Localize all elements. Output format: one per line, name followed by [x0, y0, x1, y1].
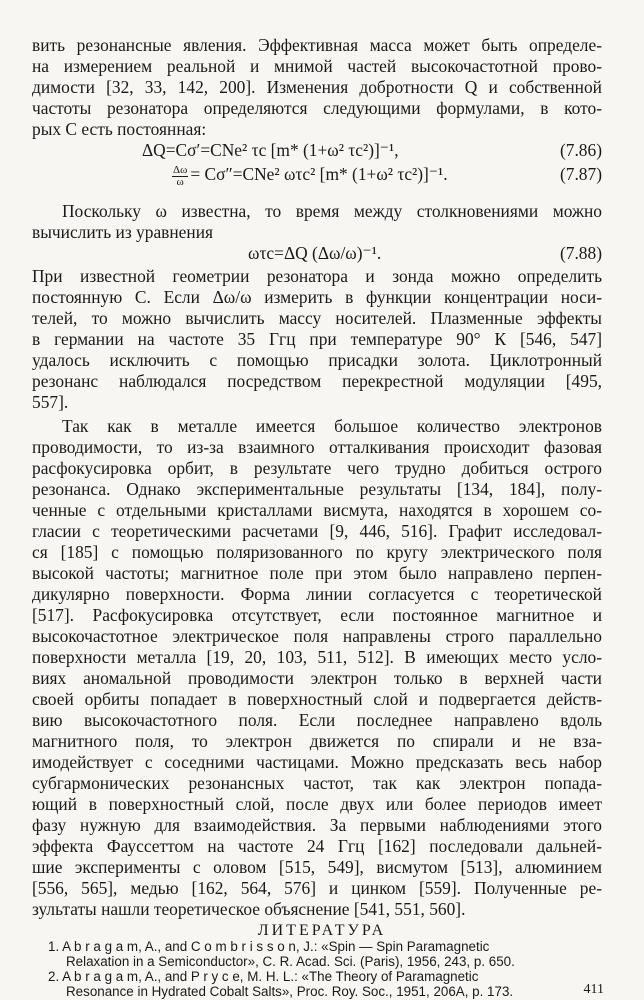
text-line: вию высокочастотного поля. Если последнее направлено вдоль [32, 710, 602, 730]
equation-7-86: ΔQ=Cσ′=CNe² τc [m* (1+ω² τc²)]⁻¹, [142, 140, 399, 160]
text-line: вить резонансные явления. Эффективная масса может быть определе- [32, 35, 602, 55]
text-line: эффекта Фауссеттом на частоте 24 Ггц [162] последовали дальней- [32, 836, 602, 856]
text-line: вычислить из уравнения [32, 222, 214, 242]
text-line: на измерением реальной и мнимой частей высокочастотной прово- [32, 56, 602, 76]
text-line: рых С есть постоянная: [32, 119, 207, 139]
text-line: высокой частоты; магнитное поле при этом было направлено перпен- [32, 563, 602, 583]
fraction-numerator: Δω [173, 163, 188, 176]
text-line: проводимости, то из-за взаимного отталкивания происходит фазовая [32, 437, 602, 457]
text-line: в германии на частоте 35 Ггц при температуре 90° К [546, 547] [32, 329, 602, 349]
equation-body: = Cσ″=CNe² ωτc² [m* (1+ω² τc²)]⁻¹. [190, 164, 448, 184]
equation-number: (7.86) [559, 140, 602, 160]
text-line: [517]. Расфокусировка отсутствует, если постоянное магнитное и [32, 605, 602, 625]
text-line: частоты резонатора определяются следующими формулами, в кото- [32, 98, 602, 118]
text-line: зультаты нашли теоретическое объяснение [541, 551, 560]. [32, 899, 466, 919]
text-line: субгармонических резонансных частот, так как электрон попада- [32, 773, 602, 793]
text-line: имодействует с соседними частицами. Можно предсказать весь набор [32, 752, 602, 772]
reference-entry: 1. A b r a g a m, A., and C o m b r i s s o n, J.: «Spin — Spin Paramagnetic [48, 939, 490, 954]
text-line: Поскольку ω известна, то время между столкновениями можно [62, 201, 602, 221]
text-line: резонанса. Однако экспериментальные результаты [134, 184], полу- [32, 479, 602, 499]
text-line: дикулярно поверхности. Форма линии согласуется с теоретической [32, 584, 602, 604]
equation-7-88: ωτc=ΔQ (Δω/ω)⁻¹. [248, 243, 382, 263]
text-line: поверхности металла [19, 20, 103, 511, 512]. В имеющих место усло- [32, 647, 602, 667]
text-line: виях аномальной проводимости электрон только в верхней части [32, 668, 602, 688]
text-line: ся [185] с помощью поляризованного по кругу электрического поля [32, 542, 602, 562]
references-heading: ЛИТЕРАТУРА [257, 922, 387, 939]
text-line: постоянную С. Если Δω/ω измерить в функции концентрации носи- [32, 287, 602, 307]
reference-entry: 2. A b r a g a m, A., and P r y c e, M. H. L.: «The Theory of Paramagnetic [48, 969, 479, 984]
text-line: фазу нужную для взаимодействия. За первыми наблюдениями этого [32, 815, 602, 835]
equation-number: (7.87) [559, 164, 602, 184]
page-number: 411 [583, 982, 604, 997]
text-line: Так как в металле имеется большое количество электронов [62, 416, 602, 436]
fraction-denominator: ω [176, 175, 184, 188]
text-line: ченные с отдельными кристаллами висмута, находятся в хорошем со- [32, 500, 602, 520]
text-line: [556, 565], медью [162, 564, 576] и цинком [559]. Полученные ре- [32, 878, 602, 898]
reference-entry: Relaxation in a Semiconductor», C. R. Acad. Sci. (Paris), 1956, 243, p. 650. [66, 954, 515, 969]
text-line: своей орбиты попадает в поверхностный слой и подвергается действ- [32, 689, 602, 709]
text-line: 557]. [32, 392, 69, 412]
equation-7-87 [172, 164, 448, 188]
reference-entry: Resonance in Hydrated Cobalt Salts», Proc. Roy. Soc., 1951, 206A, p. 173. [66, 984, 514, 999]
text-line: высокочастотное электрическое поля направлены строго параллельно [32, 626, 602, 646]
text-line: телей, то можно вычислить массу носителей. Плазменные эффекты [32, 308, 602, 328]
text-line: резонанс наблюдался посредством перекрестной модуляции [495, [32, 371, 602, 391]
text-line: ющий в поверхностный слой, после двух или более периодов имеет [32, 794, 602, 814]
text-line: гласии с теоретическими расчетами [9, 446, 516]. Графит исследовал- [32, 521, 602, 541]
text-line: расфокусировка орбит, в результате чего трудно добиться острого [32, 458, 602, 478]
text-line: димости [32, 33, 142, 200]. Изменения добротности Q и собственной [32, 77, 602, 97]
fraction [172, 165, 188, 188]
text-line: удалось исключить с помощью присадки золота. Циклотронный [32, 350, 602, 370]
text-line: шие эксперименты с оловом [515, 549], висмутом [513], алюминием [32, 857, 602, 877]
equation-number: (7.88) [559, 243, 602, 263]
text-line: магнитного поля, то электрон движется по спирали и не вза- [32, 731, 602, 751]
text-line: При известной геометрии резонатора и зонда можно определить [32, 266, 602, 286]
